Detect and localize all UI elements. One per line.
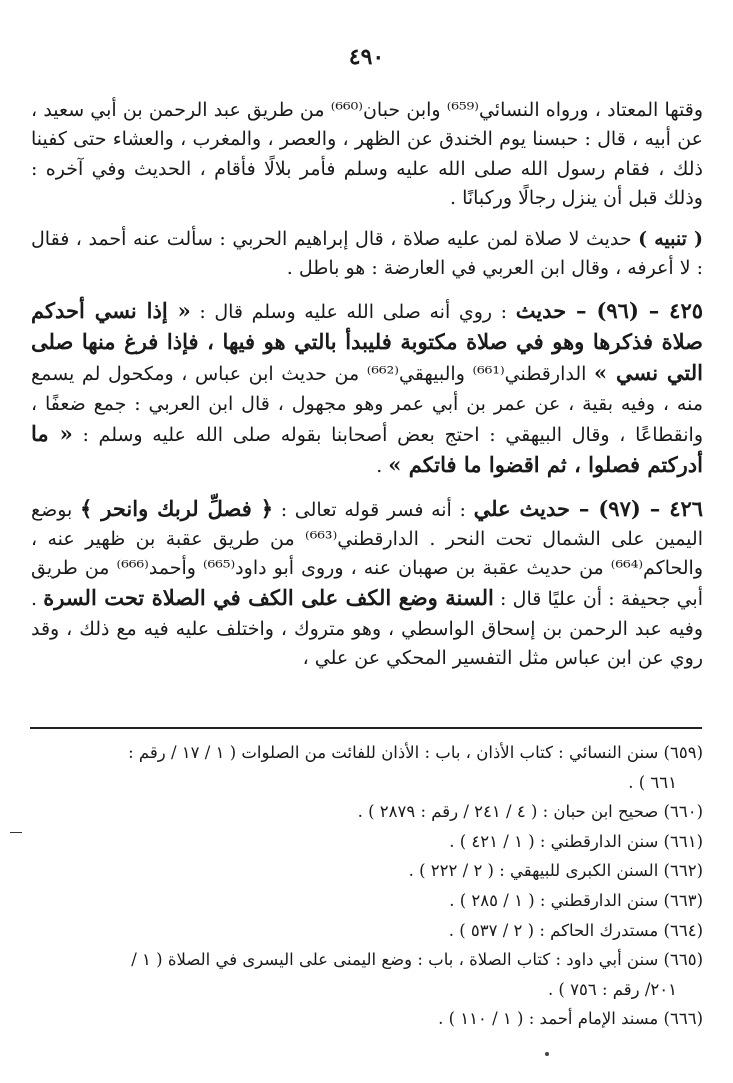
footnote-divider bbox=[30, 727, 702, 729]
margin-mark bbox=[10, 832, 22, 833]
hadith-425-quote2: « ما أدركتم فصلوا ، ثم اقضوا ما فاتكم » bbox=[31, 420, 703, 478]
notice-label: ( تنبيه ) bbox=[638, 228, 703, 251]
hadith-426-intro: : أنه فسر قوله تعالى : bbox=[273, 498, 474, 521]
hadith-425-end: . bbox=[376, 455, 389, 478]
footnote-664: (٦٦٤) مستدرك الحاكم : ( ٢ / ٥٣٧ ) . bbox=[448, 920, 703, 940]
hadith-425-intro: : روي أنه صلى الله عليه وسلم قال : bbox=[190, 300, 516, 323]
footnote-659-cont: ٦٦١ ) . bbox=[628, 772, 677, 792]
paragraph-2-notice bbox=[31, 225, 703, 284]
hadith-425-quote: « إذا نسي أحدكم صلاة فذكرها وهو في صلاة مكتوبة فليبدأ بالتي هو فيها ، فإذا فرغ منها صلى التي نسي » bbox=[31, 297, 703, 386]
paragraph-1-text: وقتها المعتاد ، ورواه النسائي⁽⁶⁵⁹⁾ وابن حبان⁽⁶⁶⁰⁾ من طريق عبد الرحمن بن أبي سعيد ، عن أبيه ، قال : حبسنا يوم الخندق عن الظهر ، والعصر ، والمغرب ، والعشاء حتى كفينا ذلك ، فقام رسول الله صلى الله عليه وسلم فأمر بلالًا فأقام ، الحديث وفي آخره : وذلك قبل أن ينزل رجالًا وركبانًا . bbox=[31, 99, 703, 209]
footnote-666: (٦٦٦) مسند الإمام أحمد : ( ١ / ١١٠ ) . bbox=[438, 1009, 703, 1029]
paragraph-1 bbox=[31, 96, 703, 213]
hadith-425-header: ٤٢٥ – (٩٦) – حديث bbox=[515, 297, 704, 323]
footnote-659: (٦٥٩) سنن النسائي : كتاب الأذان ، باب : الأذان للفائت من الصلوات ( ١ / ١٧ / رقم : bbox=[128, 743, 703, 762]
page-number: ٤٩٠ bbox=[348, 44, 385, 70]
page-mark-dot bbox=[545, 1052, 549, 1056]
footnote-661: (٦٦١) سنن الدارقطني : ( ١ / ٤٢١ ) . bbox=[449, 831, 703, 851]
hadith-426-end: . وفيه عبد الرحمن بن إسحاق الواسطي ، وهو متروك ، واختلف عليه فيه مع ذلك ، وقد روي عن ابن عباس مثل التفسير المحكي عن علي ، bbox=[31, 588, 703, 670]
paragraph-4-hadith-426 bbox=[31, 494, 703, 674]
hadith-426-quote2: السنة وضع الكف على الكف في الصلاة تحت السرة bbox=[43, 585, 494, 611]
hadith-426-text: بوضع اليمين على الشمال تحت النحر . الدارقطني⁽⁶⁶³⁾ من طريق عقبة بن ظهير عنه ، والحاكم⁽⁶⁶⁴⁾ من حديث عقبة بن صهبان عنه ، وروى أبو داود⁽⁶⁶⁵⁾ وأحمد⁽⁶⁶⁶⁾ من طريق أبي جحيفة : أن عليًا قال : bbox=[31, 498, 703, 611]
paragraph-3-hadith-425 bbox=[31, 296, 703, 482]
footnote-662: (٦٦٢) السنن الكبرى للبيهقي : ( ٢ / ٢٢٢ ) . bbox=[408, 861, 703, 881]
hadith-425-text: الدارقطني⁽⁶⁶¹⁾ والبيهقي⁽⁶⁶²⁾ من حديث ابن عباس ، ومكحول لم يسمع منه ، وفيه بقية ، عن عمر بن أبي عمر وهو مجهول ، قال ابن العربي : جمع ضعفًا ، وانقطاعًا ، وقال البيهقي : احتج بعض أصحابنا بقوله صلى الله عليه وسلم : bbox=[31, 363, 703, 446]
footnotes bbox=[31, 738, 703, 1034]
footnote-663: (٦٦٣) سنن الدارقطني : ( ١ / ٢٨٥ ) . bbox=[449, 890, 703, 910]
paragraph-2-text: حديث لا صلاة لمن عليه صلاة ، قال إبراهيم الحربي : سألت عنه أحمد ، فقال : لا أعرفه ، وقال ابن العربي في العارضة : هو باطل . bbox=[31, 228, 703, 280]
main-text bbox=[31, 96, 703, 685]
hadith-426-quote: ﴿ فصلِّ لربك وانحر ﴾ bbox=[80, 495, 274, 521]
footnote-660: (٦٦٠) صحيح ابن حبان : ( ٤ / ٢٤١ / رقم : ٢٨٧٩ ) . bbox=[357, 802, 703, 822]
footnote-665: (٦٦٥) سنن أبي داود : كتاب الصلاة ، باب : وضع اليمنى على اليسرى في الصلاة ( ١ / bbox=[131, 950, 703, 970]
hadith-426-header: ٤٢٦ – (٩٧) – حديث علي bbox=[473, 495, 704, 521]
footnote-665-cont: ٢٠١/ رقم : ٧٥٦ ) . bbox=[547, 979, 677, 999]
